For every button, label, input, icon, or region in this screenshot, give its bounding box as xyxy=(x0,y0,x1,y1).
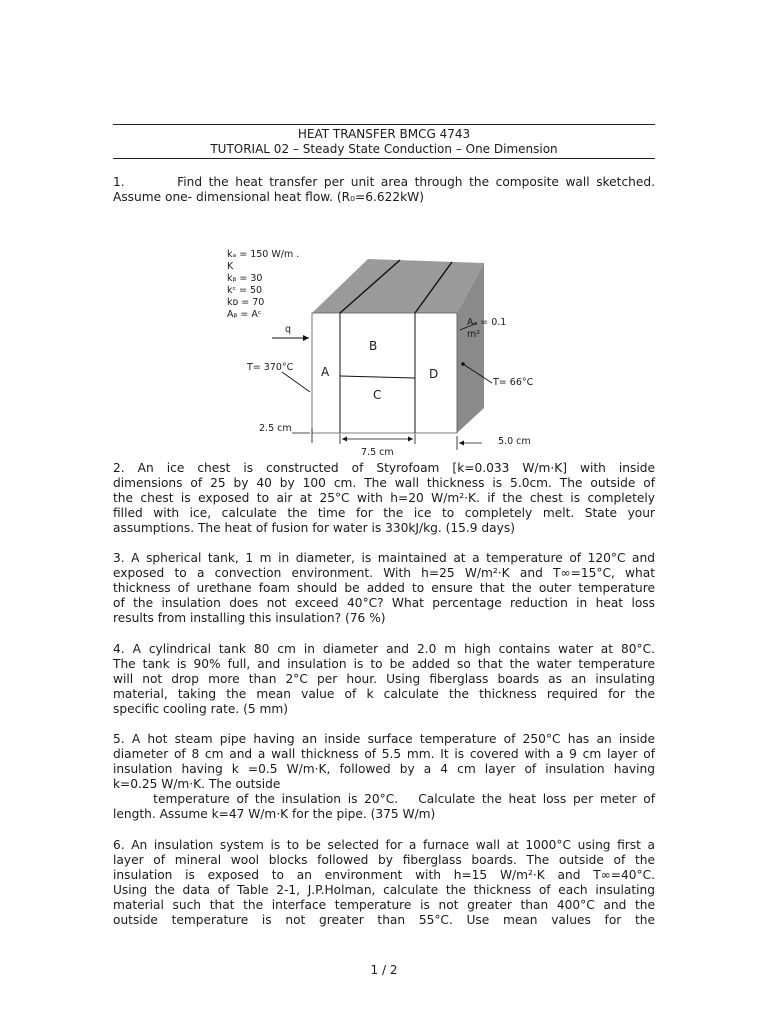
dimension-bc: 7.5 cm xyxy=(361,447,394,458)
question-6-line: insulation is exposed to an environment with h=15 W/m²·K and T∞=40°C. xyxy=(113,868,655,882)
question-1 xyxy=(113,175,655,205)
left-temperature: T= 370°C xyxy=(247,362,294,373)
course-title: HEAT TRANSFER BMCG 4743 xyxy=(297,127,471,141)
question-6-line: material such that the interface temperature is not greater than 400°C and the xyxy=(113,898,655,912)
question-1-text: Find the heat transfer per unit area through the composite wall sketched. xyxy=(177,175,655,189)
question-2-line: 2. An ice chest is constructed of Styrofoam [k=0.033 W/m·K] with inside xyxy=(113,461,655,475)
question-2-line: assumptions. The heat of fusion for water is 330kJ/kg. (15.9 days) xyxy=(113,521,515,535)
prop-kb: kᵦ = 30 xyxy=(227,273,263,284)
question-5 xyxy=(113,732,655,822)
layer-b-label: B xyxy=(369,339,378,353)
question-5-line: temperature of the insulation is 20°C. Calculate the heat loss per meter of xyxy=(113,792,655,806)
question-3-line: of the insulation does not exceed 40°C? What percentage reduction in heat loss xyxy=(113,596,655,610)
prop-ka: kₐ = 150 W/m . xyxy=(227,249,300,260)
left-temp-leader xyxy=(282,372,310,392)
dimension-a: 2.5 cm xyxy=(259,423,292,434)
question-4-line: material, taking the mean value of k calculate the thickness required for the xyxy=(113,687,655,701)
area-label: Aₐ = 0.1 xyxy=(467,317,507,328)
question-6-line: outside temperature is not greater than 55°C. Use mean values for the xyxy=(113,913,655,927)
right-temperature: T= 66°C xyxy=(493,377,534,388)
dimension-d: 5.0 cm xyxy=(498,436,531,447)
prop-kc: kᶜ = 50 xyxy=(227,285,263,296)
question-1-line xyxy=(113,175,655,190)
question-2-line: filled with ice, calculate the time for the ice to completely melt. State your xyxy=(113,506,655,520)
question-2 xyxy=(113,461,655,536)
question-3-line: results from installing this insulation? (76 %) xyxy=(113,611,386,625)
area-unit: m² xyxy=(467,329,481,340)
header-top-rule xyxy=(113,124,655,125)
question-3-line: thickness of urethane foam should be added to ensure that the outer temperature xyxy=(113,581,655,595)
question-6-line: Using the data of Table 2-1, J.P.Holman, calculate the thickness of each insulating xyxy=(113,883,655,897)
question-2-line: the chest is exposed to air at 25°C with h=20 W/m²·K. if the chest is completely xyxy=(113,491,655,505)
dim-bc-arrowhead xyxy=(342,437,347,442)
question-4-line: specific cooling rate. (5 mm) xyxy=(113,702,289,716)
question-3-line: exposed to a convection environment. With h=25 W/m²·K and T∞=15°C, what xyxy=(113,566,655,580)
page-number: 1 / 2 xyxy=(370,963,398,977)
header-bottom-rule xyxy=(113,158,655,159)
prop-kd: kᴅ = 70 xyxy=(227,297,265,308)
question-2-line: dimensions of 25 by 40 by 100 cm. The wall thickness is 5.0cm. The outside of xyxy=(113,476,655,490)
question-5-line: diameter of 8 cm and a wall thickness of 5.5 mm. It is covered with a 9 cm layer of xyxy=(113,747,655,761)
question-5-line: length. Assume k=47 W/m·K for the pipe. (375 W/m) xyxy=(113,807,436,821)
question-4-line: The tank is 90% full, and insulation is to be added so that the water temperature xyxy=(113,657,655,671)
dim-d-arrowhead xyxy=(459,441,464,446)
question-5-line: k=0.25 W/m·K. The outside xyxy=(113,777,281,791)
layer-c-label: C xyxy=(373,388,382,402)
dim-bc-arrowhead xyxy=(408,437,413,442)
question-4-line: 4. A cylindrical tank 80 cm in diameter and 2.0 m high contains water at 80°C. xyxy=(113,642,655,656)
layer-a-label: A xyxy=(321,365,330,379)
prop-ka-unit: K xyxy=(227,261,234,272)
heat-flow-arrowhead xyxy=(303,335,309,341)
question-5-line: 5. A hot steam pipe having an inside surface temperature of 250°C has an inside xyxy=(113,732,655,746)
question-6-line: layer of mineral wool blocks followed by fiberglass boards. The outside of the xyxy=(113,853,655,867)
question-5-line: insulation having k =0.5 W/m·K, followed by a 4 cm layer of insulation having xyxy=(113,762,655,776)
question-1-number: 1. xyxy=(113,175,125,189)
prop-ab-ac: Aᵦ = Aᶜ xyxy=(227,309,262,320)
layer-d-label: D xyxy=(429,367,439,381)
question-4-line: will not drop more than 2°C per hour. Using fiberglass boards as an insulating xyxy=(113,672,655,686)
question-6 xyxy=(113,838,655,928)
question-4 xyxy=(113,642,655,717)
question-3 xyxy=(113,551,655,626)
composite-wall-diagram xyxy=(220,238,550,463)
wall-top-face xyxy=(312,259,484,313)
q-label: q xyxy=(285,324,292,335)
question-6-line: 6. An insulation system is to be selected for a furnace wall at 1000°C using first a xyxy=(113,838,655,852)
tutorial-title: TUTORIAL 02 – Steady State Conduction – One Dimension xyxy=(210,142,558,156)
question-3-line: 3. A spherical tank, 1 m in diameter, is maintained at a temperature of 120°C and xyxy=(113,551,655,565)
question-1-line: Assume one- dimensional heat flow. (R₀=6.622kW) xyxy=(113,190,424,204)
